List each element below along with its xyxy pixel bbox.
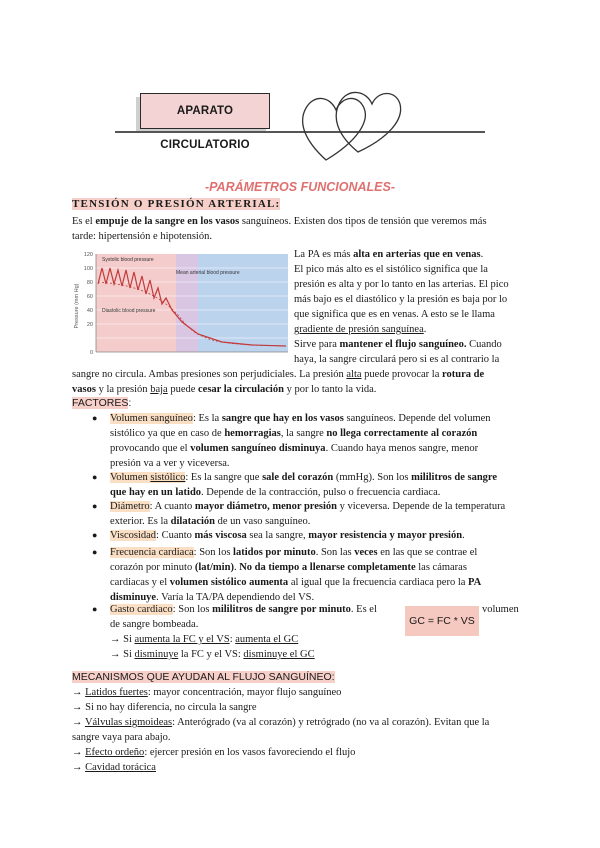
graph-label-mean: Mean arterial blood pressure <box>176 270 240 276</box>
graph-y-tick: 60 <box>86 294 93 300</box>
title-box <box>140 93 270 151</box>
pa-line-6: gradiente de presión sanguínea. <box>294 324 427 335</box>
factor-heartrate-line-2: corazón por minuto (lat/min). No da tiempo a llenarse completamente las cámaras <box>110 562 467 573</box>
factor-output-line-1-end: volumen <box>482 604 519 615</box>
mechanism-line-3: → Válvulas sigmoideas: Anterógrado (va al corazón) y retrógrado (no va al corazón). Evitan que la <box>72 717 490 728</box>
mechanism-line-1: → Latidos fuertes: mayor concentración, mayor flujo sanguíneo <box>72 687 342 698</box>
factor-diameter-line-2: exterior. Es la dilatación de un vaso sanguíneo. <box>110 516 311 527</box>
mechanism-line-6: → Cavidad torácica <box>72 762 156 773</box>
mechanism-line-5: → Efecto ordeño: ejercer presión en los vasos favoreciendo el flujo <box>72 747 356 758</box>
factor-volume-line-3: provocando que el volumen sanguíneo disminuya. Cuando haya menos sangre, menor <box>110 443 479 454</box>
factor-heartrate-line-1: Frecuencia cardiaca: Son los latidos por minuto. Son las veces en las que se contrae el <box>110 547 478 558</box>
graph-label-diastolic: Diastolic blood pressure <box>102 308 156 314</box>
mechanisms-heading: MECANISMOS QUE AYUDAN AL FLUJO SANGUÍNEO: <box>72 671 335 683</box>
factor-volume-line-2: sistólico ya que en caso de hemorragias, la sangre no llega correctamente al corazón <box>110 428 478 439</box>
pa-line-5: que significa que es en venas. A esto se le llama <box>294 309 495 320</box>
formula-box: GC = FC * VS <box>405 606 479 636</box>
pa-line-7: Sirve para mantener el flujo sanguíneo. Cuando <box>294 339 502 350</box>
intro-line-2: tarde: hipertensión e hipotensión. <box>72 231 212 242</box>
section-subtitle: -PARÁMETROS FUNCIONALES- <box>204 180 396 194</box>
factor-systolic-line-1: Volumen sistólico: Es la sangre que sale del corazón (mmHg). Son los mililitros de sangre <box>110 472 498 483</box>
graph-y-label: Pressure (mm Hg) <box>74 283 80 329</box>
graph-y-tick: 100 <box>83 266 93 272</box>
factor-heartrate-line-3: cardiacas y el volumen sistólico aumenta al igual que la frecuencia cardiaca pero la PA <box>110 577 482 588</box>
pa-full-line-1: sangre no circula. Ambas presiones son perjudiciales. La presión alta puede provocar la rotura de <box>72 369 485 380</box>
graph-y-tick: 80 <box>86 280 93 286</box>
factor-diameter-line-1: Diámetro: A cuanto mayor diámetro, menor presión y viceversa. Depende de la temperatura <box>110 501 506 512</box>
mechanism-line-2: → Si no hay diferencia, no circula la sangre <box>72 702 257 713</box>
factor-output-line-2: de sangre bombeada. <box>110 619 199 630</box>
pa-line-4: más bajo es el diastólico y la presión es baja por lo <box>294 294 508 305</box>
pa-line-8: haya, la sangre circulará pero si es al contrario la <box>294 354 500 365</box>
factor-output-line-1: Gasto cardiaco: Son los mililitros de sangre por minuto. Es el <box>110 604 377 615</box>
pa-line-1: La PA es más alta en arterias que en venas. <box>294 249 484 260</box>
bullet-icon: ● <box>92 501 98 511</box>
mechanism-line-4: sangre vaya para abajo. <box>72 732 171 743</box>
pa-full-line-2: vasos y la presión baja puede cesar la circulación y por lo tanto la vida. <box>72 384 377 395</box>
bullet-icon: ● <box>92 547 98 557</box>
factor-output-line-3: → Si aumenta la FC y el VS: aumenta el GC <box>110 634 299 645</box>
intro-line-1: Es el empuje de la sangre en los vasos sanguíneos. Existen dos tipos de tensión que veremos más <box>72 216 487 227</box>
section-heading-tension: TENSIÓN O PRESIÓN ARTERIAL: <box>72 198 281 210</box>
factor-output-line-4: → Si disminuye la FC y el VS: disminuye el GC <box>110 649 315 660</box>
hearts-icon <box>296 72 404 172</box>
bullet-icon: ● <box>92 530 98 540</box>
graph-y-tick: 20 <box>86 322 93 328</box>
bullet-icon: ● <box>92 604 98 614</box>
graph-y-tick: 120 <box>83 252 93 258</box>
factor-systolic-line-2: que hay en un latido. Depende de la contracción, pulso o frecuencia cardiaca. <box>110 487 441 498</box>
graph-y-tick: 40 <box>86 308 93 314</box>
bullet-icon: ● <box>92 472 98 482</box>
factors-heading: FACTORES: <box>72 397 132 409</box>
factor-heartrate-line-4: disminuye. Varía la TA/PA dependiendo del VS. <box>110 592 315 603</box>
factor-volume-line-1: Volumen sanguíneo: Es la sangre que hay en los vasos sanguíneos. Depende del volumen <box>110 413 491 424</box>
bullet-icon: ● <box>92 413 98 423</box>
pa-line-3: presión es alta y por lo tanto en las arterias. El pico <box>294 279 509 290</box>
graph-y-tick: 0 <box>89 350 93 356</box>
blood-pressure-graph <box>72 250 290 360</box>
factor-viscosity-line-1: Viscosidad: Cuanto más viscosa sea la sangre, mayor resistencia y mayor presión. <box>110 530 465 541</box>
graph-label-systolic: Systolic blood pressure <box>102 257 154 263</box>
page-title: APARATO CIRCULATORIO <box>160 105 250 151</box>
factor-volume-line-4: presión va a ver y viceversa. <box>110 458 230 469</box>
pa-line-2: El pico más alto es el sistólico significa que la <box>294 264 488 275</box>
